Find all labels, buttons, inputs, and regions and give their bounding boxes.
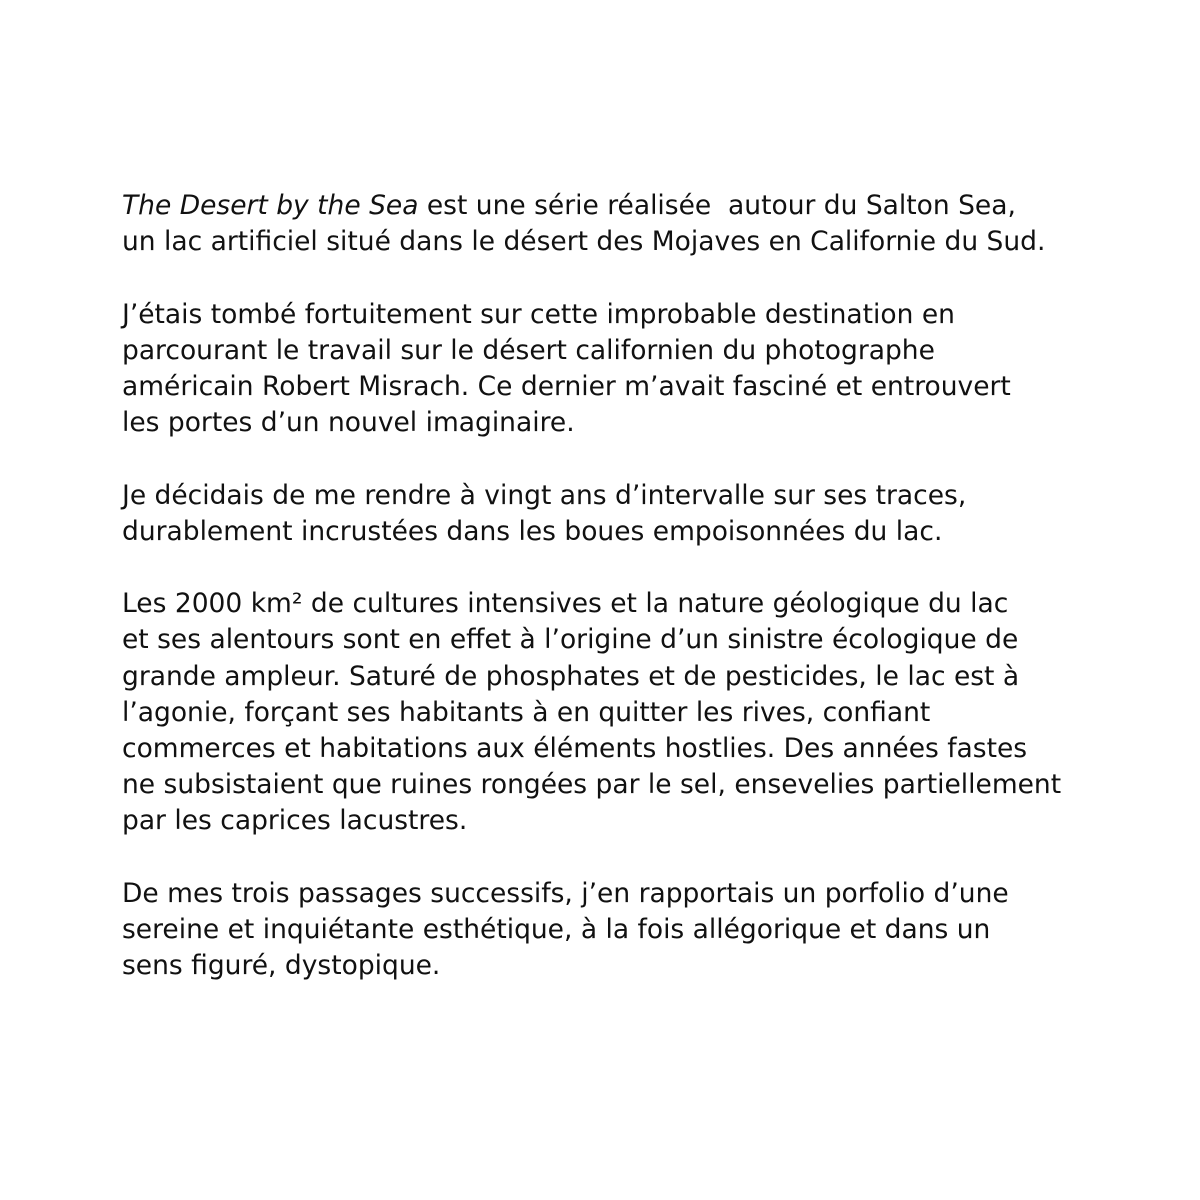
text-line — [122, 188, 1162, 224]
text-line: américain Robert Misrach. Ce dernier m’avait fasciné et entrouvert — [122, 371, 1011, 402]
paragraph-intro — [122, 188, 1162, 260]
text-line: sereine et inquiétante esthétique, à la fois allégorique et dans un — [122, 914, 991, 945]
text-line: les portes d’un nouvel imaginaire. — [122, 407, 575, 439]
text-line: sens figuré, dystopique. — [122, 950, 441, 982]
text-line: Je décidais de me rendre à vingt ans d’intervalle sur ses traces, — [122, 479, 967, 511]
text-line: De mes trois passages successifs, j’en rapportais un porfolio d’une — [122, 877, 1009, 909]
text-line: J’étais tombé fortuitement sur cette improbable destination en — [122, 298, 955, 330]
text-line: ne subsistaient que ruines rongées par le sel, ensevelies partiellement — [122, 769, 1062, 801]
text-line: l’agonie, forçant ses habitants à en quitter les rives, confiant — [122, 696, 931, 728]
series-title: The Desert by the Sea — [122, 190, 419, 221]
text-line: Les 2000 km² de cultures intensives et la nature géologique du lac — [122, 588, 1009, 620]
artist-statement — [122, 188, 1162, 984]
text-line: un lac artificiel situé dans le désert des Mojaves en Californie du Sud. — [122, 226, 1046, 258]
text-line: grande ampleur. Saturé de phosphates et de pesticides, le lac est à — [122, 660, 1020, 692]
paragraph-portfolio — [122, 876, 1162, 985]
paragraph-journey — [122, 478, 1162, 550]
paragraph-ecology — [122, 586, 1162, 839]
paragraph-discovery — [122, 297, 1162, 442]
text-span: est une série réalisée autour du Salton Sea, — [418, 190, 1016, 221]
text-line: durablement incrustées dans les boues empoisonnées du lac. — [122, 515, 943, 547]
text-line: commerces et habitations aux éléments hostlies. Des années fastes — [122, 733, 1028, 764]
text-line: et ses alentours sont en effet à l’origine d’un sinistre écologique de — [122, 624, 1019, 656]
text-line: par les caprices lacustres. — [122, 805, 468, 837]
text-line: parcourant le travail sur le désert californien du photographe — [122, 334, 935, 366]
